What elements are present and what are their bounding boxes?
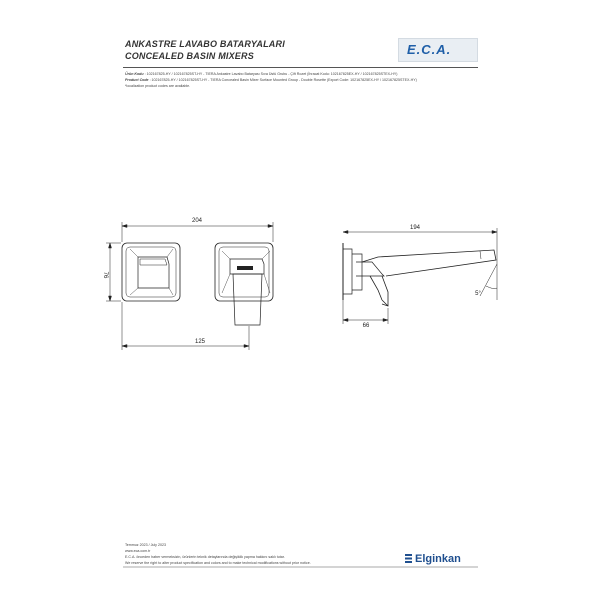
dim-side-angle: 5° bbox=[475, 291, 481, 297]
title-english: CONCEALED BASIN MIXERS bbox=[125, 51, 254, 61]
localization-note: *localization product codes are available. bbox=[125, 84, 191, 88]
product-code-tr-text: : 102167825-HY / 102167825ST-HY - TIERA Ankastre Lavabo Bataryası Sıva Üstü Grubu - Çift Rozet (İhracat Kodu: 102167825EX-HY / 102167825STEX-HY) bbox=[144, 72, 398, 76]
footer-note-en: We reserve the right to alter product specification and colors and to make technical modifications without prior notice. bbox=[125, 561, 311, 565]
product-code-tr-label: Ürün Kodu bbox=[125, 72, 144, 76]
dim-front-height: 76 bbox=[102, 271, 108, 279]
dim-front-offset: 125 bbox=[194, 339, 206, 345]
left-handle-body bbox=[138, 257, 169, 288]
elginkan-logo bbox=[405, 553, 461, 565]
dim-side-depth: 66 bbox=[362, 323, 370, 329]
elginkan-mark-icon bbox=[405, 554, 412, 563]
right-handle-logo bbox=[237, 266, 253, 270]
dim-side-length: 194 bbox=[409, 225, 421, 231]
spout-side bbox=[362, 250, 496, 276]
product-code-en-label: Product Code bbox=[125, 78, 149, 82]
front-view bbox=[122, 243, 273, 325]
footer-website[interactable]: www.eca.com.tr bbox=[125, 549, 151, 553]
side-view bbox=[343, 243, 496, 306]
dim-front-width: 204 bbox=[191, 218, 203, 224]
elginkan-text: Elginkan bbox=[415, 553, 461, 565]
footer-date: Temmuz 2023 / July 2023 bbox=[125, 543, 166, 547]
footer-note-tr: E.C.A. önceden haber vermeksizin, ürünlerin teknik detaylarında değişiklik yapma hakkını saklı tutar. bbox=[125, 555, 285, 559]
spout-front bbox=[233, 274, 262, 325]
handle-side bbox=[370, 276, 388, 306]
front-dimension-lines bbox=[106, 222, 273, 350]
product-code-en-text: : 102167825-HY / 102167825ST-HY - TIERA Concealed Basin Mixer Surface Mounted Group - Double Rosette (Export Code: 102167825EX-HY / 102167825STEX-HY) bbox=[149, 78, 417, 82]
eca-logo-text: E.C.A. bbox=[407, 42, 452, 57]
title-turkish: ANKASTRE LAVABO BATARYALARI bbox=[125, 39, 285, 49]
